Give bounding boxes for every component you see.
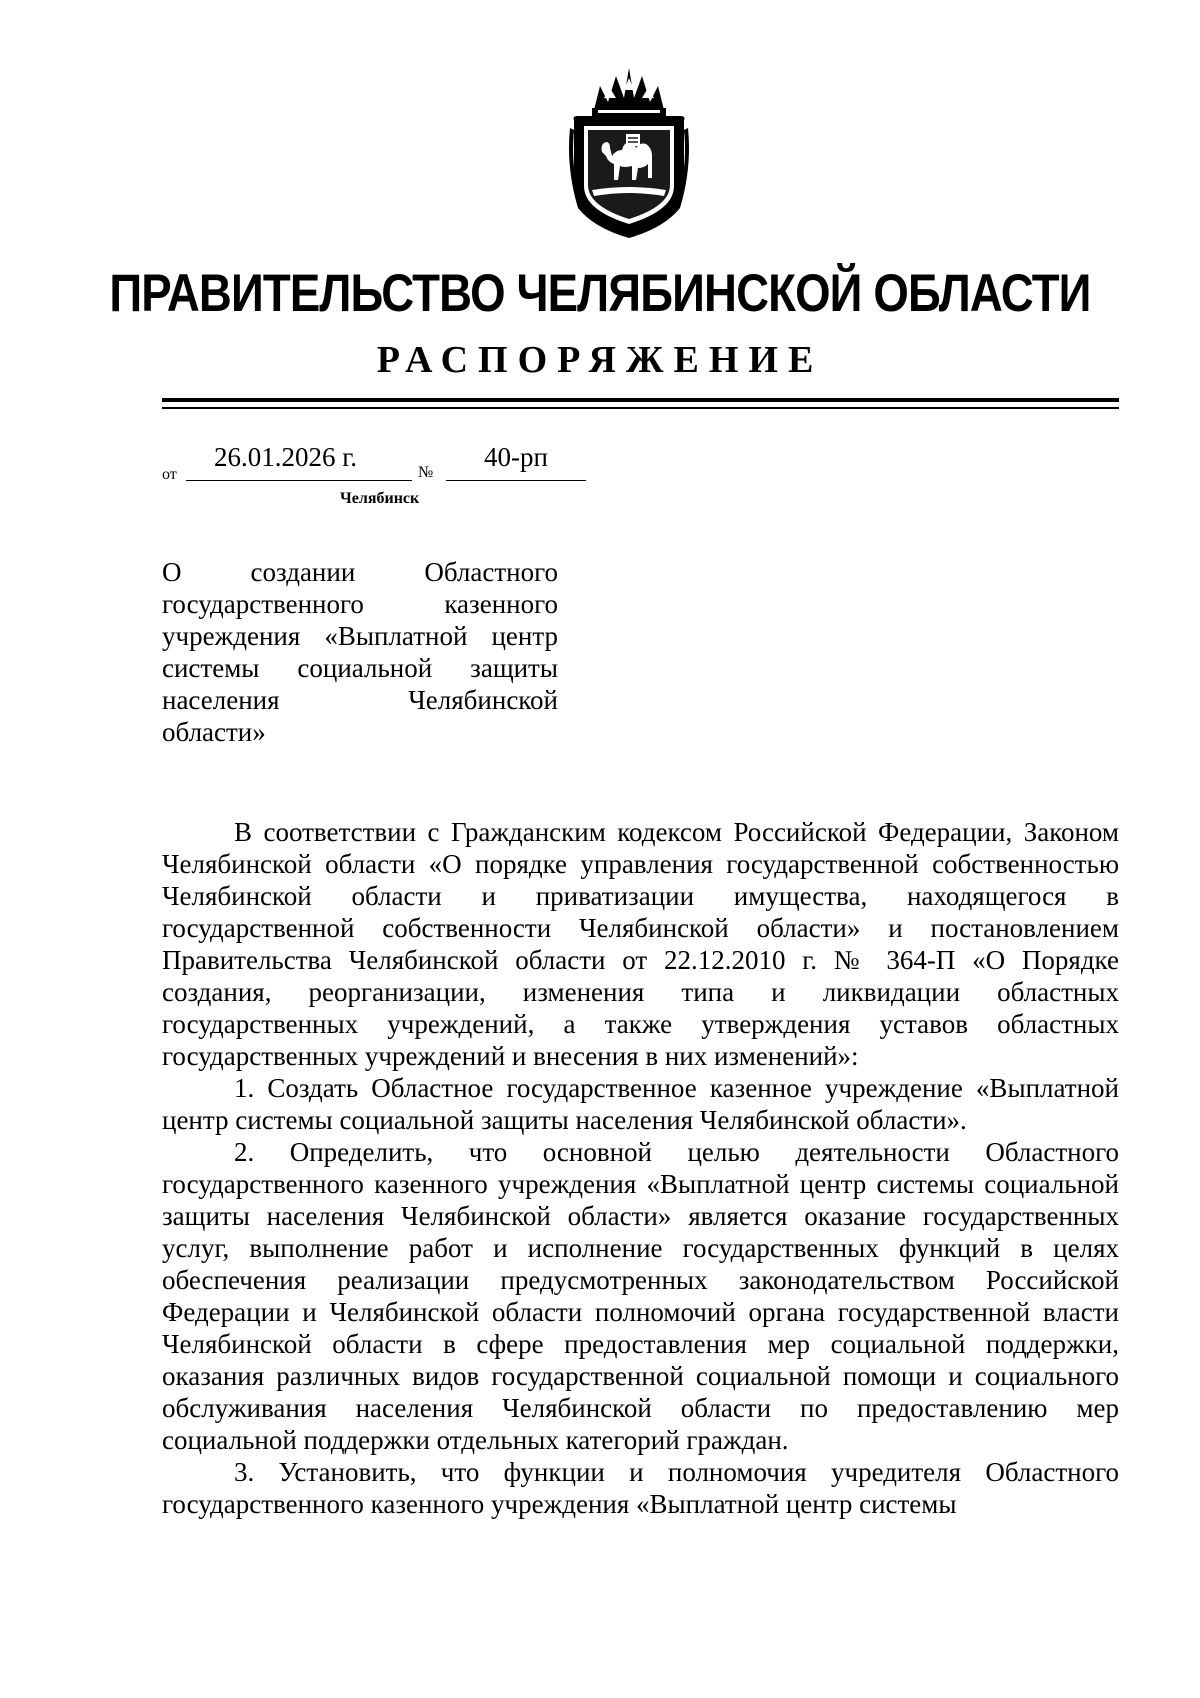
item-3-paragraph: 3. Установить, что функции и полномочия учредителя Областного государственного казенного учреждения «Выплатной центр системы (162, 1457, 1119, 1519)
date-prefix-label: от (162, 466, 177, 483)
number-prefix-label: № (418, 464, 434, 481)
item-2-paragraph: 2. Определить, что основной целью деятельности Областного государственного казенного учреждения «Выплатной центр системы социальной защиты населения Челябинской области» является оказание государственных услуг, выполнение работ и исполнение государственных функций в целях обеспечения реализации предусмотренных законодательством Российской Федерации и Челябинской области полномочий органа государственной власти Челябинской области в сфере предоставления мер социальной поддержки, оказания различных видов государственной социальной помощи и социального обслуживания населения Челябинской области по предоставлению мер социальной поддержки отдельных категорий граждан. (162, 1137, 1119, 1455)
header-divider-thin (162, 407, 1119, 409)
document-city: Челябинск (340, 490, 420, 507)
subject-line: О создании Областного (162, 557, 558, 587)
government-title: ПРАВИТЕЛЬСТВО ЧЕЛЯБИНСКОЙ ОБЛАСТИ (109, 264, 1091, 323)
document-date: 26.01.2026 г. (214, 442, 358, 472)
document-number: 40-рп (484, 442, 548, 472)
subject-line: области» (162, 717, 266, 747)
document-body (162, 816, 1119, 1520)
item-1-paragraph: 1. Создать Областное государственное казенное учреждение «Выплатной центр системы социальной защиты населения Челябинской области». (162, 1073, 1119, 1135)
date-underline (186, 480, 412, 481)
subject-line: системы социальной защиты (162, 653, 558, 683)
subject-line: учреждения «Выплатной центр (162, 621, 558, 651)
preamble-paragraph: В соответствии с Гражданским кодексом Российской Федерации, Законом Челябинской области «О порядке управления государственной собственностью Челябинской области и приватизации имущества, находящегося в государственной собственности Челябинской области» и постановлением Правительства Челябинской области от 22.12.2010 г. № 364-П «О Порядке создания, реорганизации, изменения типа и ликвидации областных государственных учреждений, а также утверждения уставов областных государственных учреждений и внесения в них изменений»: (162, 817, 1119, 1071)
number-underline (446, 480, 586, 481)
coat-of-arms-icon (564, 58, 694, 240)
subject-line: населения Челябинской (162, 685, 558, 715)
subject-line: государственного казенного (162, 589, 558, 619)
document-subject (162, 556, 558, 748)
document-type-title: РАСПОРЯЖЕНИЕ (376, 339, 824, 381)
header-divider-thick (162, 398, 1119, 402)
